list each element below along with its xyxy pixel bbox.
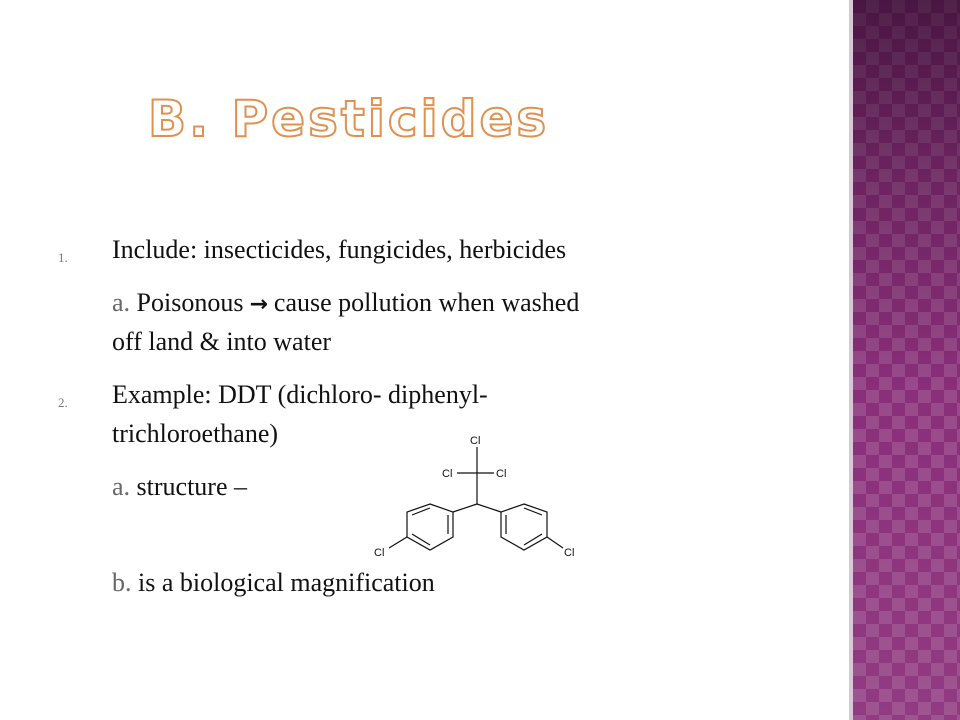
sub-item-2b-letter: b.	[112, 568, 132, 597]
sub-item-2a-text: structure –	[136, 472, 248, 501]
ddt-cl-label-top: Cl	[470, 435, 481, 447]
right-arrow-icon: →	[249, 292, 268, 317]
slide-title: B. Pesticides	[148, 90, 550, 148]
ddt-cl-label-bottom-right: Cl	[564, 547, 575, 559]
sub-item-2a-letter: a.	[112, 472, 131, 501]
sub-item-1a-before-arrow: Poisonous	[136, 288, 244, 317]
ddt-structure-diagram	[360, 422, 590, 572]
list-item-2-text-line2: trichloroethane)	[112, 419, 279, 448]
ddt-cl-label-bottom-left: Cl	[374, 547, 385, 559]
sub-item-1a-line2: off land & into water	[112, 327, 332, 356]
list-number-2: 2.	[58, 395, 68, 410]
sub-item-2a	[112, 470, 247, 504]
list-item-2-text: Example: DDT (dichloro- diphenyl-	[112, 380, 488, 409]
list-item-1-text: Include: insecticides, fungicides, herbicides	[112, 235, 567, 264]
sub-item-1a-after-arrow: cause pollution when washed	[273, 288, 580, 317]
decorative-side-panel	[853, 0, 960, 720]
sub-item-1a	[112, 286, 579, 322]
sub-item-1a-letter: a.	[112, 288, 131, 317]
list-number-1: 1.	[58, 250, 68, 265]
ddt-cl-label-left: Cl	[442, 468, 453, 480]
ddt-cl-label-right: Cl	[496, 468, 507, 480]
sub-item-2b-text: is a biological magnification	[138, 568, 435, 597]
ddt-bonds	[389, 447, 563, 550]
